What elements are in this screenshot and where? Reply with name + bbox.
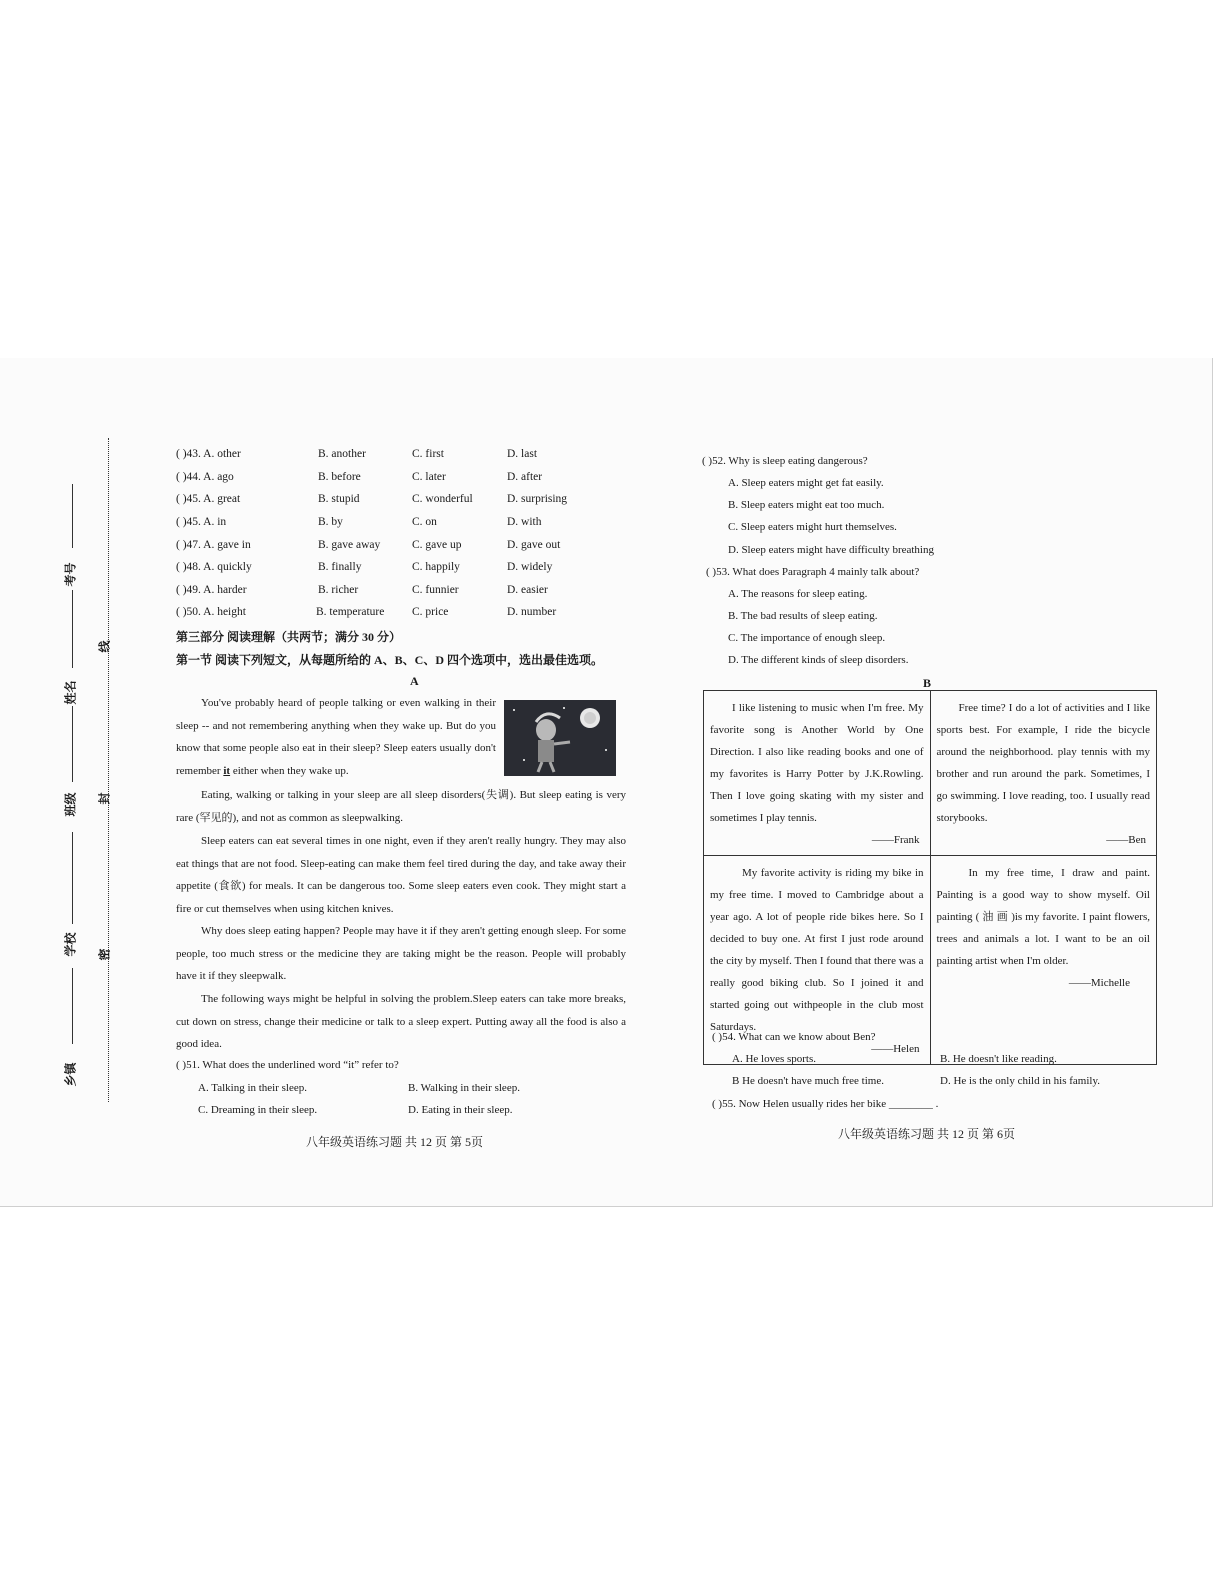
passage-a-paragraph-5: The following ways might be helpful in solving the problem.Sleep eaters can take more breaks, cut down on stress, change their medicine or talk to a sleep expert. Putting away all the food is also a good idea. xyxy=(176,993,626,1050)
question-stem: ( )44. A. ago xyxy=(176,471,234,483)
part3-title: 第三部分 阅读理解（共两节；满分 30 分） xyxy=(176,630,402,644)
option-c: C. happily xyxy=(412,561,460,573)
option-c: C. gave up xyxy=(412,539,462,551)
option-b: B. before xyxy=(318,471,361,483)
q52-option-b: B. Sleep eaters might eat too much. xyxy=(728,499,885,511)
passage-a-paragraph-3: Sleep eaters can eat several times in one night, even if they aren't really hungry. They may also eat things that are not food. Sleep-eating can make them feel tired during the day, and take away their appetite (食欲) for meals. It can be dangerous too. Some sleep eaters even cook. They might start a fire or cut themselves when using kitchen knives. xyxy=(176,835,626,915)
q54-option-a: A. He loves sports. xyxy=(732,1053,817,1065)
question-stem: ( )50. A. height xyxy=(176,606,246,618)
passage-a-paragraph-4: Why does sleep eating happen? People may have it if they aren't getting enough sleep. For some people, too much stress or the medicine they are taking might be the reason. People will probably have it if they sleepwalk. xyxy=(176,925,626,982)
sleepwalker-illustration xyxy=(504,700,616,776)
blank-line-xiangzhen xyxy=(72,968,73,1044)
underlined-it: it xyxy=(223,764,231,777)
q51-option-a: A. Talking in their sleep. xyxy=(198,1082,308,1094)
option-d: D. with xyxy=(507,516,542,528)
option-c: C. first xyxy=(412,448,444,460)
q53-option-d: D. The different kinds of sleep disorders. xyxy=(728,654,909,666)
passage-a-paragraph-2: Eating, walking or talking in your sleep are all sleep disorders(失调). But sleep eating is very rare (罕见的), and not as common as sleepwalking. xyxy=(176,789,626,824)
passage-a-paragraph-1: You've probably heard of people talking or even walking in their sleep -- and not remembering anything when they wake up. But do you know that some people also eat in their sleep? Sleep eaters usually don't remember it either when they wake up. xyxy=(176,697,496,777)
blank-line-xingming xyxy=(72,590,73,668)
ben-text: Free time? I do a lot of activities and I like sports best. For example, I ride the bicycle around the neighborhood. play tennis with my brother and run around the park. Sometimes, I go swimming. I love reading, too. I usually read storybooks. xyxy=(936,702,1150,824)
q51-option-c: C. Dreaming in their sleep. xyxy=(198,1104,318,1116)
binding-dotted-line xyxy=(108,438,109,1102)
frank-text: I like listening to music when I'm free. My favorite song is Another World by One Direction. I also like reading books and one of my favorites is Harry Potter by J.K.Rowling. Then I love going skating with my sister and sometimes I play tennis. xyxy=(710,702,924,824)
q53-option-b: B. The bad results of sleep eating. xyxy=(728,610,878,622)
label-kaohao: 考号 xyxy=(63,562,78,587)
question-51: ( )51. What does the underlined word “it” refer to? xyxy=(176,1059,399,1071)
section1-title: 第一节 阅读下列短文，从每题所给的 A、B、C、D 四个选项中，选出最佳选项。 xyxy=(176,653,604,667)
ben-signature: ——Ben xyxy=(1106,834,1146,846)
option-d: D. widely xyxy=(507,561,553,573)
question-stem: ( )45. A. great xyxy=(176,493,241,505)
q52-option-c: C. Sleep eaters might hurt themselves. xyxy=(728,521,897,533)
question-52: ( )52. Why is sleep eating dangerous? xyxy=(702,455,868,467)
option-b: B. stupid xyxy=(318,493,360,505)
q52-option-d: D. Sleep eaters might have difficulty breathing xyxy=(728,544,934,556)
option-b: B. richer xyxy=(318,584,359,596)
option-c: C. wonderful xyxy=(412,493,473,505)
q51-option-b: B. Walking in their sleep. xyxy=(408,1082,520,1094)
option-d: D. after xyxy=(507,471,543,483)
passage-b-table xyxy=(703,690,1157,1065)
question-55: ( )55. Now Helen usually rides her bike ________ . xyxy=(712,1098,939,1110)
right-page-footer: 八年级英语练习题 共 12 页 第 6页 xyxy=(838,1127,1016,1141)
q51-option-d: D. Eating in their sleep. xyxy=(408,1104,513,1116)
option-b: B. another xyxy=(318,448,366,460)
question-53: ( )53. What does Paragraph 4 mainly talk about? xyxy=(706,566,920,578)
option-b: B. temperature xyxy=(316,606,385,618)
q54-option-d: D. He is the only child in his family. xyxy=(940,1075,1100,1087)
option-d: D. surprising xyxy=(507,493,568,505)
q54-option-b: B. He doesn't like reading. xyxy=(940,1053,1057,1065)
cell-michelle xyxy=(930,856,1157,1065)
michelle-text: In my free time, I draw and paint. Painting is a good way to show myself. Oil painting ( 油 画 )is my favorite. I paint flowers, trees and animals a lot. I want to be an oil painting artist when I'm older. xyxy=(936,867,1150,967)
label-feng: 封 xyxy=(97,792,112,805)
question-stem: ( )45. A. in xyxy=(176,516,227,528)
option-d: D. gave out xyxy=(507,539,561,551)
label-xingming: 姓名 xyxy=(63,680,78,705)
blank-line-banji xyxy=(72,706,73,782)
michelle-signature: ——Michelle xyxy=(1068,977,1130,989)
q52-option-a: A. Sleep eaters might get fat easily. xyxy=(728,477,884,489)
helen-signature: ——Helen xyxy=(871,1043,920,1055)
question-54: ( )54. What can we know about Ben? xyxy=(712,1031,876,1043)
option-d: D. number xyxy=(507,606,557,618)
label-xian: 线 xyxy=(97,640,112,653)
label-xiangzhen: 乡镇 xyxy=(63,1062,78,1087)
frank-signature: ——Frank xyxy=(871,834,920,846)
question-stem: ( )49. A. harder xyxy=(176,584,247,596)
question-stem: ( )43. A. other xyxy=(176,448,241,460)
question-stem: ( )47. A. gave in xyxy=(176,539,251,551)
option-d: D. easier xyxy=(507,584,548,596)
label-xuexiao: 学校 xyxy=(63,932,78,957)
option-b: B. by xyxy=(318,516,343,528)
option-b: B. gave away xyxy=(318,539,381,551)
option-c: C. price xyxy=(412,606,449,618)
option-d: D. last xyxy=(507,448,538,460)
q54-option-c: B He doesn't have much free time. xyxy=(732,1075,884,1087)
q53-option-a: A. The reasons for sleep eating. xyxy=(728,588,868,600)
blank-line-kaohao xyxy=(72,484,73,548)
label-banji: 班级 xyxy=(63,792,78,817)
passage-b-label: B xyxy=(923,676,932,690)
cell-frank xyxy=(704,691,931,856)
question-stem: ( )48. A. quickly xyxy=(176,561,252,573)
option-c: C. funnier xyxy=(412,584,459,596)
option-b: B. finally xyxy=(318,561,362,573)
option-c: C. on xyxy=(412,516,437,528)
option-c: C. later xyxy=(412,471,446,483)
helen-text: My favorite activity is riding my bike in my free time. I moved to Cambridge about a year ago. A lot of people ride bikes here. So I decided to buy one. At first I just rode around the city by myself. Then I found that there was a really good biking club. So I joined it and started going out withpeople in the club most Saturdays. xyxy=(710,867,924,1033)
q53-option-c: C. The importance of enough sleep. xyxy=(728,632,886,644)
passage-a-label: A xyxy=(410,674,419,688)
label-mi: 密 xyxy=(97,948,112,961)
cell-ben xyxy=(930,691,1157,856)
left-page-footer: 八年级英语练习题 共 12 页 第 5页 xyxy=(306,1135,484,1149)
blank-line-xuexiao xyxy=(72,832,73,924)
sleepwalker-image xyxy=(504,700,616,776)
